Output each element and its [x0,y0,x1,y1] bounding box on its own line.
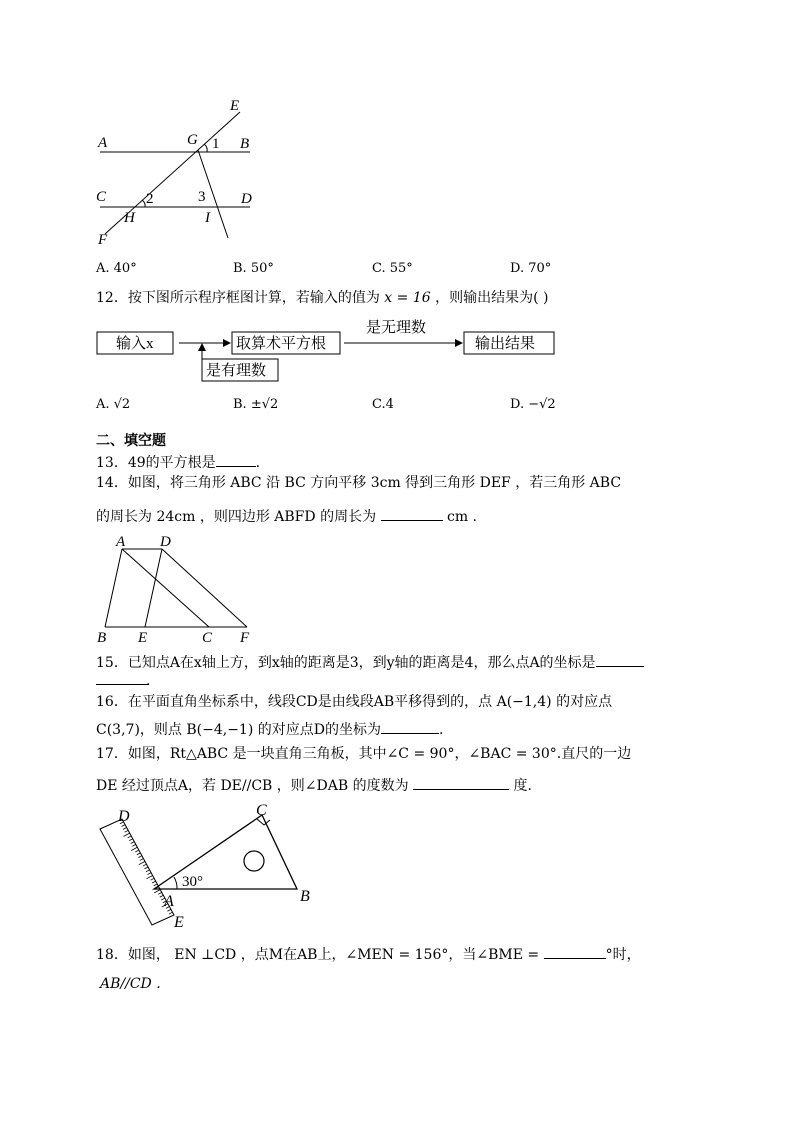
q13-blank[interactable] [216,453,256,467]
label-c: C [256,803,267,819]
label-d: D [160,534,171,550]
triangle-ruler [154,815,297,889]
q15-text: 15．已知点A在x轴上方，到x轴的距离是3，到y轴的距离是4，那么点A的坐标是 [96,655,596,671]
label-angle-30: 30° [182,874,203,890]
q14-unit: cm . [446,509,478,525]
q18-blank[interactable] [544,945,606,959]
label-h: H [124,210,135,226]
label-d: D [241,191,252,207]
q15-question [96,653,644,672]
label-g: G [187,132,198,148]
line-ac [122,549,209,627]
line-ab [105,549,122,627]
ruler [100,819,174,925]
label-angle-3: 3 [198,189,206,205]
label-a: A [164,893,174,910]
q17-figure [94,803,324,935]
q17-line-2 [96,776,532,795]
q12-tail: ，则输出结果为( ) [435,290,549,306]
q12-flowchart [94,312,564,384]
label-i: I [205,210,210,226]
flow-sqrt-label: 取算术平方根 [236,336,327,352]
q18-line-2: AB//CD . [100,976,161,992]
q15-blank-continued [96,683,148,685]
q17-line-2-text: DE 经过顶点A，若 DE//CB ，则∠DAB 的度数为 [96,778,409,794]
q16-line-2-text: C(3,7)，则点 B(−4,−1) 的对应点D的坐标为 [96,722,381,738]
q18-line-1-tail: °时， [605,947,641,963]
label-angle-1: 1 [212,136,220,152]
q12-option-a: A. √2 [96,397,131,412]
q14-blank[interactable] [381,507,443,521]
q18-line-1 [96,945,641,964]
q18-line-1-text: 18．如图， EN ⊥CD ，点M在AB上，∠MEN = 156°，当∠BME = [96,947,540,963]
label-c: C [202,630,213,644]
q12-text: 12．按下图所示程序框图计算，若输入的值为 [96,290,380,306]
label-d: D [118,808,130,825]
q11-figure [90,92,265,252]
angle-2-arc [142,200,145,207]
label-a: A [98,135,108,151]
label-f: F [240,630,250,644]
q17-line-1: 17．如图，Rt△ABC 是一块直角三角板，其中∠C = 90°，∠BAC = 30°.直尺的一边 [96,746,632,762]
q13-question: 13．49的平方根是 . [96,455,261,471]
label-e: E [138,630,148,644]
q12-math: x = 16 [384,290,431,306]
flow-irrational-label: 是无理数 [366,320,427,336]
label-f: F [98,232,108,248]
line-de [145,549,162,627]
q11-option-c: C. 55° [372,261,413,276]
flow-output-label: 输出结果 [475,336,536,352]
line-df [162,549,247,627]
q16-blank[interactable] [381,720,439,734]
q15-blank[interactable] [596,653,644,667]
q16-line-1: 16．在平面直角坐标系中，线段CD是由线段AB平移得到的，点 A(−1,4) 的对应点 [96,694,613,710]
q17-unit: 度. [513,778,532,794]
q11-option-b: B. 50° [233,261,274,276]
q14-figure [92,532,262,644]
section-fill-in-title: 二、填空题 [96,433,166,449]
label-c: C [96,189,107,205]
label-b: B [240,136,250,152]
flow-rational-label: 是有理数 [206,363,267,379]
q13-text: 13．49的平方根是 [96,455,216,471]
q14-line-1: 14．如图，将三角形 ABC 沿 BC 方向平移 3cm 得到三角形 DEF ，若三角形 ABC [96,475,622,491]
q14-line-2 [96,507,477,526]
q12-option-d: D. −√2 [510,397,556,412]
q15-period: . [146,673,151,689]
q11-option-d: D. 70° [510,261,552,276]
angle-1-arc [204,144,207,152]
q16-line-2: C(3,7)，则点 B(−4,−1) 的对应点D的坐标为 . [96,722,444,738]
q12-question [96,289,548,307]
label-b: B [97,630,107,644]
label-a: A [116,534,126,550]
q12-option-b: B. ±√2 [233,397,279,412]
q12-option-c: C.4 [372,397,394,412]
q14-line-2-text: 的周长为 24cm ，则四边形 ABFD 的周长为 [96,509,377,525]
label-angle-2: 2 [146,191,154,207]
flow-input-label: 输入x [116,336,154,352]
label-e: E [230,98,240,114]
label-e: E [174,914,184,931]
q17-blank[interactable] [413,776,509,790]
q11-option-a: A. 40° [96,261,137,276]
label-b: B [300,888,310,905]
